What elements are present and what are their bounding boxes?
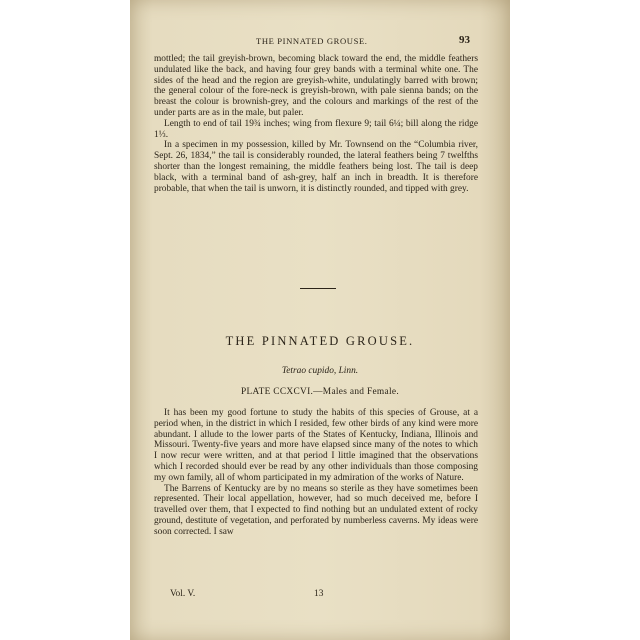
paragraph: mottled; the tail greyish-brown, becoming black toward the end, the middle feathers undulated like the back, and having four grey bands with a terminal white one. The sides of the head and the region are greyish-white, undulatingly barred with brown; the general colour of the fore-neck is greyish-brown, with pale sienna bands; on the breast the colour is brownish-grey, and the colours and markings of the rest of the under parts are as in the male, but paler. <box>154 54 478 118</box>
section-divider <box>300 288 336 289</box>
page-number: 93 <box>459 34 470 46</box>
volume-label: Vol. V. <box>170 589 196 599</box>
paragraph: The Barrens of Kentucky are by no means so sterile as they have sometimes been represented. Their local appellation, however, had so much deceived me, before I travelled over them, that I expected to find nothing but an undulated extent of rocky ground, destitute of vegetation, and perforated by numberless caverns. My ideas were soon corrected. I saw <box>154 483 478 537</box>
running-head: THE PINNATED GROUSE. <box>256 36 368 46</box>
paragraph: Length to end of tail 19¾ inches; wing from flexure 9; tail 6¼; bill along the ridge 1⅓. <box>154 118 478 140</box>
paragraph: It has been my good fortune to study the habits of this species of Grouse, at a period when, in the district in which I resided, few other birds of any kind were more abundant. I allude to the lower parts of the States of Kentucky, Indiana, Illinois and Missouri. Twenty-five years and more have elapsed since many of the notes to which I now recur were written, and at that period I little imagined that the observations which I recorded should ever be read by any other individuals than those composing my own family, all of whom participated in my admiration of the works of Nature. <box>154 408 478 483</box>
plate-reference: PLATE CCXCVI.—Males and Female. <box>241 387 399 397</box>
latin-name: Tetrao cupido, Linn. <box>281 366 359 376</box>
book-page <box>130 0 510 640</box>
section-body-text <box>154 408 478 538</box>
section-title: THE PINNATED GROUSE. <box>225 334 415 348</box>
previous-section-text <box>154 54 478 194</box>
paragraph: In a specimen in my possession, killed by Mr. Townsend on the “Columbia river, Sept. 26, 1834,” the tail is considerably rounded, the lateral feathers being 7 twelfths shorter than the longest remaining, the middle feathers being lost. The tail is deep black, with a terminal band of ash-grey, half an inch in breadth. It is therefore probable, that when the tail is unworn, it is distinctly rounded, and tipped with grey. <box>154 140 478 194</box>
signature-mark: 13 <box>314 589 324 599</box>
